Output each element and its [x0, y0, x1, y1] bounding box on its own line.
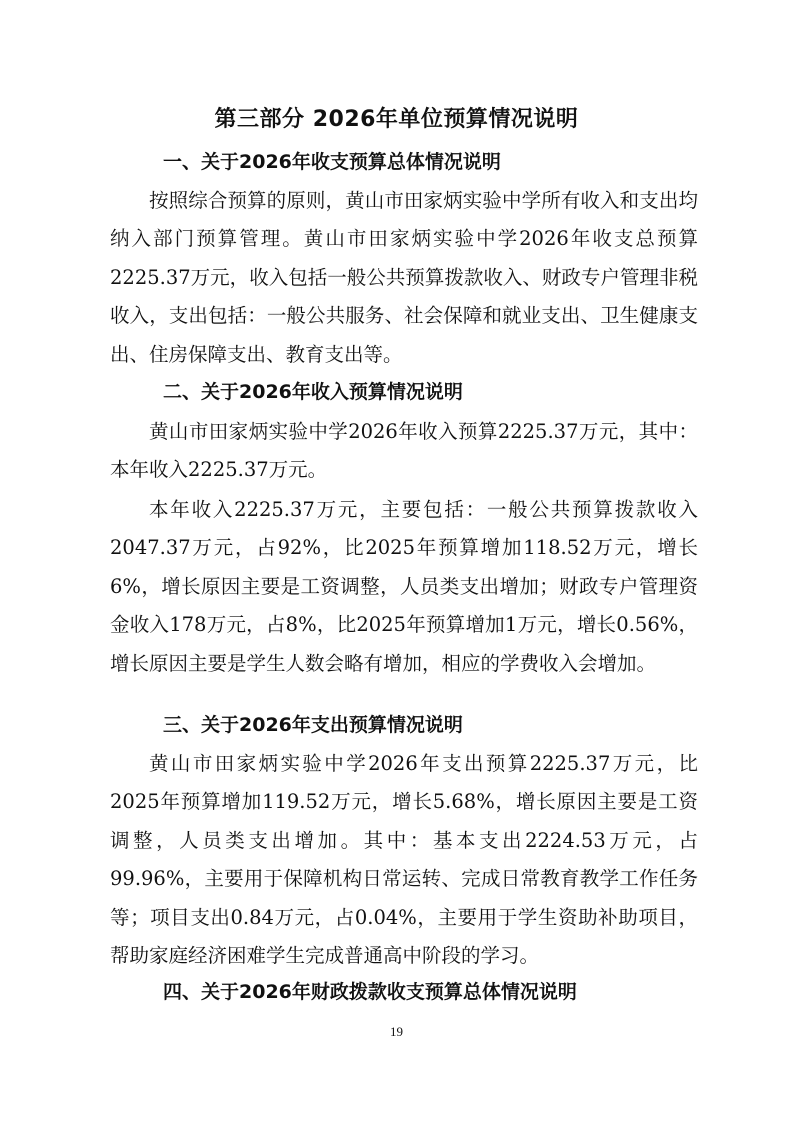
- section-2-paragraph-1: 黄山市田家炳实验中学2026年收入预算2225.37万元，其中：本年收入2225.37万元。: [110, 420, 698, 482]
- section-2-paragraph-2: 本年收入2225.37万元，主要包括：一般公共预算拨款收入2047.37万元，占92%，比2025年预算增加118.52万元，增长6%，增长原因主要是工资调整，人员类支出增加；财政专户管理资金收入178万元，占8%，比2025年预算增加1万元，增长0.56%，增长原因主要是学生人数会略有增加，相应的学费收入会增加。: [110, 498, 698, 675]
- page-number: 19: [390, 1024, 403, 1039]
- section-heading-4: 四、关于2026年财政拨款收支预算总体情况说明: [163, 981, 577, 1003]
- section-heading-3: 三、关于2026年支出预算情况说明: [163, 714, 463, 736]
- section-1-paragraph-1: 按照综合预算的原则，黄山市田家炳实验中学所有收入和支出均纳入部门预算管理。黄山市田家炳实验中学2026年收支总预算2225.37万元，收入包括一般公共预算拨款收入、财政专户管理非税收入，支出包括：一般公共服务、社会保障和就业支出、卫生健康支出、住房保障支出、教育支出等。: [110, 189, 698, 366]
- page-title: 第三部分 2026年单位预算情况说明: [214, 107, 579, 132]
- section-3-paragraph-1: 黄山市田家炳实验中学2026年支出预算2225.37万元，比2025年预算增加119.52万元，增长5.68%，增长原因主要是工资调整，人员类支出增加。其中：基本支出2224.53万元，占99.96%，主要用于保障机构日常运转、完成日常教育教学工作任务等；项目支出0.84万元，占0.04%，主要用于学生资助补助项目，帮助家庭经济困难学生完成普通高中阶段的学习。: [110, 752, 698, 968]
- section-heading-1: 一、关于2026年收支预算总体情况说明: [163, 151, 501, 173]
- section-heading-2: 二、关于2026年收入预算情况说明: [163, 381, 463, 403]
